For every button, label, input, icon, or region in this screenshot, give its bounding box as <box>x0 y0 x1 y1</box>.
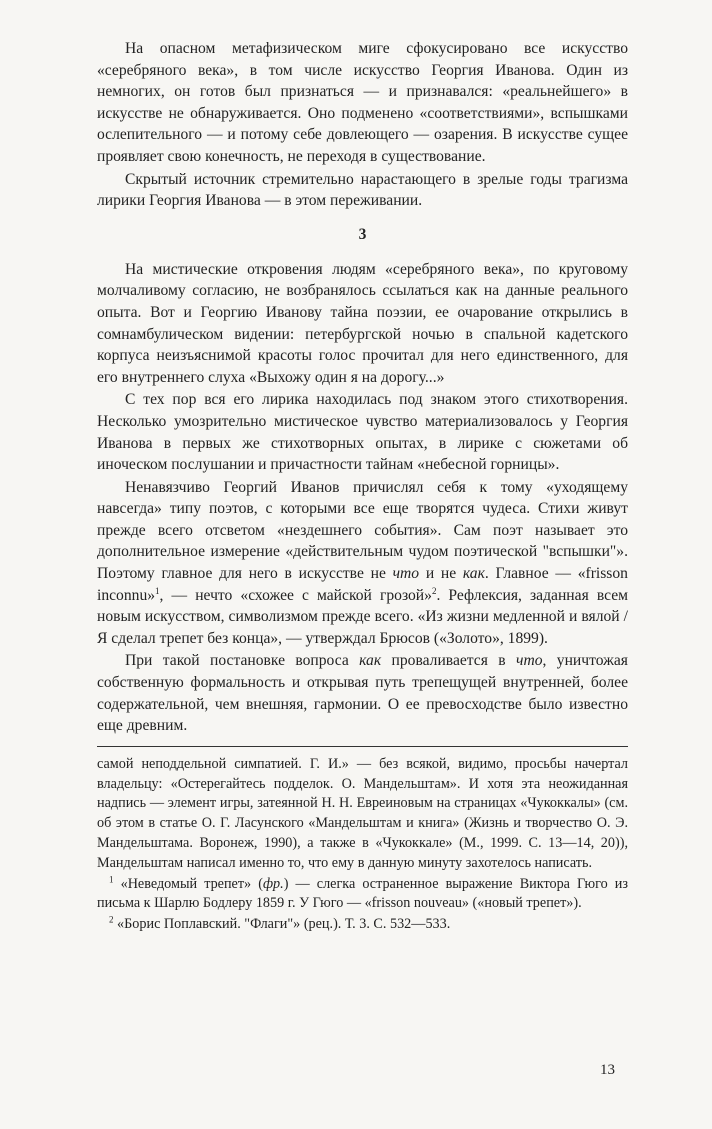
paragraph-1: На опасном метафизическом миге сфокусировано все искусство «серебряного века», в том числе искусство Георгия Иванова. Один из немногих, он готов был признаться — и признавался: «реальнейшего» в искусстве не обнаруживается. Оно подменено «соответствиями», вспышками ослепительного — и потому себе довлеющего — озарения. В искусстве сущее проявляет свою конечность, не переходя в существование. <box>97 40 628 165</box>
section-heading: 3 <box>358 225 367 243</box>
paragraph-5-text-e: . Рефлексия, заданная всем новым искусством, символизмом прежде всего. «Из жизни медленной и вялой / Я сделал трепет без конца», — утверждал Брюсов («Золото», 1899). <box>97 586 628 647</box>
emphasis-what: что <box>392 565 420 583</box>
footnotes <box>97 755 628 935</box>
footnote-1-marker: 1 <box>109 873 114 884</box>
emphasis-what-2: что <box>516 652 543 670</box>
page-content <box>97 38 628 935</box>
footnote-1 <box>97 875 628 915</box>
footnote-ref-2[interactable]: 2 <box>431 585 437 596</box>
paragraph-4: С тех пор вся его лирика находилась под знаком этого стихотворения. Несколько умозрительно мистическое чувство материализовалось у Георгия Иванова в первых же стихотворных опытах, в лирике с сюжетами об иноческом послушании и причастности тайнам «небесной горницы». <box>97 391 628 474</box>
footnote-divider <box>97 746 628 747</box>
footnote-2 <box>97 915 628 935</box>
paragraph-5-text-b: и не <box>419 565 463 583</box>
emphasis-how-2: как <box>359 652 382 670</box>
paragraph-6 <box>97 650 628 736</box>
footnote-1-text-a: «Неведомый трепет» ( <box>113 875 263 892</box>
footnote-2-text: «Борис Поплавский. "Флаги"» (рец.). Т. 3. С. 532—533. <box>113 916 451 933</box>
paragraph-5-text-a: Ненавязчиво Георгий Иванов причислял себя к тому «уходящему навсегда» типу поэтов, с которыми все еще творятся чудеса. Стихи живут прежде всего отсветом «нездешнего события». Сам поэт называет это дополнительное измерение «действительным чудом поэтической "вспышки"». Поэтому главное для него в искусстве не <box>97 478 628 583</box>
paragraph-5 <box>97 477 628 650</box>
page-number: 13 <box>600 1062 615 1078</box>
paragraph-3: На мистические откровения людям «серебряного века», по круговому молчаливому согласию, не возбранялось ссылаться как на данные реального опыта. Вот и Георгию Иванову тайна поэзии, ее очарование открылись в сомнамбулическом видении: петербургской ночью в спальной кадетского корпуса неизъяснимой красоты голос прочитал для него единственного, для его внутреннего слуха «Выхожу один я на дорогу...» <box>97 260 628 386</box>
footnote-1-emphasis: фр. <box>262 875 284 892</box>
paragraph-2: Скрытый источник стремительно нарастающего в зрелые годы трагизма лирики Георгия Иванова — в этом переживании. <box>97 170 628 210</box>
paragraph-6-text-b: проваливается в <box>381 652 516 670</box>
paragraph-6-text-a: При такой постановке вопроса <box>125 652 360 670</box>
main-text <box>97 38 628 737</box>
paragraph-5-text-c: . Главное — «frisson inconnu» <box>97 565 628 604</box>
paragraph-6-text-c: , уничтожая собственную формальность и открывая путь трепещущей внутренней, более содержательной, чем внешняя, гармонии. О ее превосходстве было известно еще древним. <box>97 652 628 735</box>
footnote-continuation: самой неподдельной симпатией. Г. И.» — без всякой, видимо, просьбы начертал владельцу: «Остерегайтесь подделок. О. Мандельштам». И хотя эта неожиданная надпись — элемент игры, затеянной Н. Н. Евреиновым на страницах «Чукоккалы» (см. об этом в статье О. Г. Ласунского «Мандельштам и книга» (Жизнь и творчество О. Э. Мандельштама. Воронеж, 1990), а также в «Чукоккале» (М., 1999. С. 13—14, 20)), Мандельштам написал именно то, что ему в данную минуту захотелось написать. <box>97 755 628 871</box>
footnote-ref-1[interactable]: 1 <box>155 585 160 596</box>
paragraph-5-text-d: , — нечто «схожее с майской грозой» <box>159 586 432 604</box>
emphasis-how: как <box>462 565 485 583</box>
footnote-1-text-b: ) — слегка остраненное выражение Виктора Гюго из письма к Шарлю Бодлеру 1859 г. У Гюго — «frisson nouveau» («новый трепет»). <box>97 875 628 912</box>
footnote-2-marker: 2 <box>109 914 114 925</box>
